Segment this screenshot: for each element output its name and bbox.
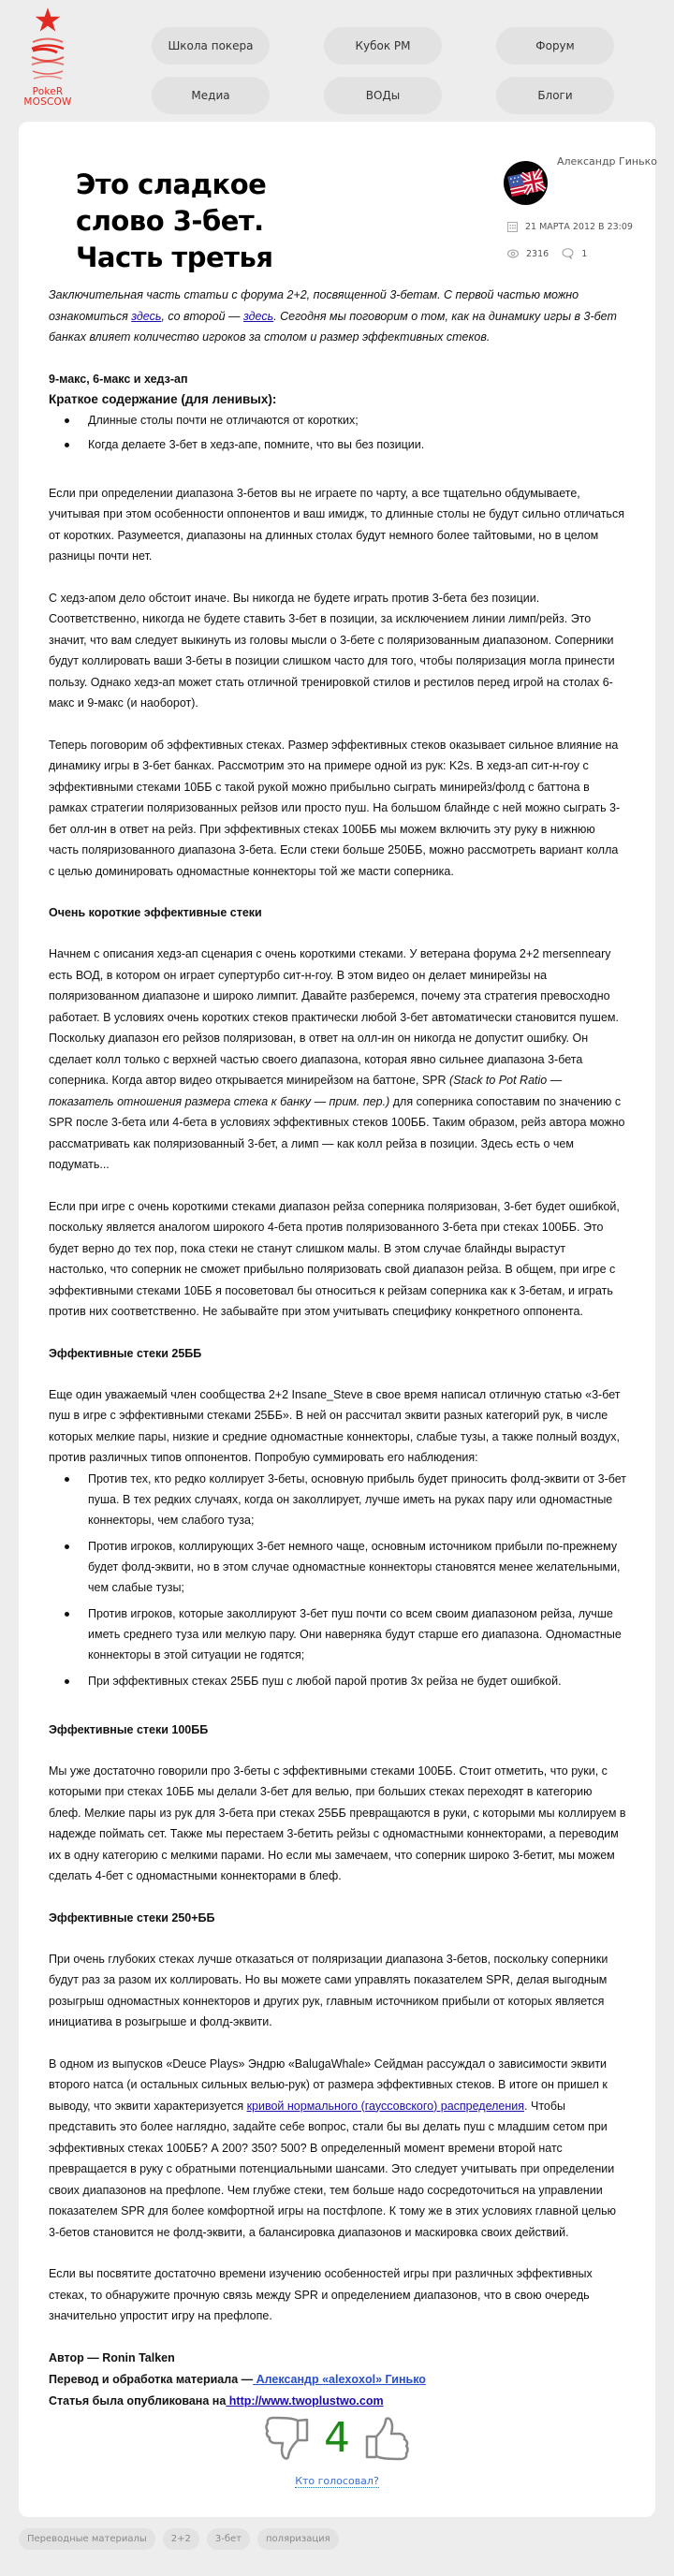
article-card: [19, 122, 655, 2517]
publish-date: [507, 221, 633, 232]
views-count: 2316: [526, 248, 549, 259]
list-item: Против игроков, которые заколлируют 3-бет пуш почти со всем своим диапазоном рейза, лучше иметь среднего туза или мелкую пару. Они наверняка будут старше его диапазона. Одномастные коннекторы в этой ситуации не годятся;: [49, 1603, 626, 1665]
eye-icon: [507, 249, 519, 258]
comments-count: 1: [581, 248, 588, 259]
credit-label: Статья была опубликована на: [49, 2393, 227, 2408]
who-voted: [47, 2472, 627, 2489]
section-heading: Эффективные стеки 250+ББ: [49, 1910, 215, 1925]
paragraph-text: для соперника сопоставим по значению с SPR после 3-бета или 4-бета в условиях эффективных стеков 100ББ. Таким образом, рейз автора можно рассматривать как поляризованный 3-бет, а лимп — как колл рейза в позиции. Здесь есть о чем подумать...: [49, 1094, 625, 1171]
vote-widget: [47, 2412, 627, 2465]
flag-avatar-icon: [504, 161, 548, 205]
source-credit: [49, 2391, 626, 2412]
paragraph-text: Начнем с описания хедз-ап сценария с очень короткими стеками. У ветерана форума 2+2 mersenneary есть ВОД, в котором он играет супертурбо сит-н-гоу. В этом видео он делает минирейзы на поляризованном диапазоне и широко лимпит. Давайте разберемся, почему эта стратегия превосходно работает. В условиях очень коротких стеков практически любой 3-бет автоматически становится пушем. Поскольку диапазон его рейзов поляризован, в ответ на олл-ин он никогда не допустит ошибку. Он сделает колл только с верхней частью своего диапазона, которая явно сильнее диапазона 3-бета соперника. Когда автор видео открывается минирейзом на баттоне, SPR: [49, 947, 619, 1087]
thumbs-up-icon[interactable]: [361, 2414, 410, 2463]
poker-chips-stack-icon: [29, 37, 66, 81]
translation-credit: [49, 2369, 626, 2391]
nav-vods[interactable]: ВОДы: [324, 77, 442, 114]
article-stats: [507, 248, 600, 259]
tag-3bet[interactable]: 3-бет: [207, 2528, 250, 2550]
tag-polarization[interactable]: поляризация: [257, 2528, 339, 2550]
lead-text: , со второй —: [161, 309, 243, 323]
article-credits: [49, 2348, 626, 2412]
views-stat: [507, 249, 549, 259]
lead-text: . Сегодня мы поговорим о том, как на динамику игры в 3-бет банках влияет количество игроков за столом и размер эффективных стеков.: [49, 309, 617, 344]
paragraph: Если вы посвятите достаточно времени изучению особенностей игры при различных эффективных стеках, то обнаружите прочную связь между SPR и определением диапазонов, что в свою очередь значительно упростит игру на префлопе.: [49, 2267, 593, 2322]
paragraph: Если при определении диапазона 3-бетов вы не играете по чарту, а все тщательно обдумываете, учитывая при этом особенности оппонентов и ваш имидж, то длинные столы не будут сильно отличаться от коротких. Разумеется, диапазоны на длинных столах будут немного более тайтовыми, но в целом разницы почти нет.: [49, 486, 624, 563]
article-body: [47, 285, 627, 2412]
calendar-icon: [507, 221, 518, 232]
article-lead: [49, 285, 626, 348]
vote-count: 4: [324, 2413, 350, 2462]
nav-media[interactable]: Медиа: [152, 77, 270, 114]
lead-text: Заключительная часть статьи с форума 2+2, посвященной 3-бетам. С первой частью можно ознакомиться: [49, 288, 579, 323]
paragraph: Мы уже достаточно говорили про 3-беты с эффективными стеками 100ББ. Стоит отметить, что руки, с которыми при стеках 10ББ мы делали 3-бет для велью, при больших стеках переходят в категорию блеф. Мелкие пары из рук для 3-бета при стеках 25ББ превращаются в руки, с которыми мы коллируем в надежде поймать сет. Также мы перестаем 3-бетить рейзы с одномастными коннекторами, а переводим их в одну категорию с мелкими парами. Но если мы замечаем, что соперник широко 3-бетит, мы можем сделать 4-бет с одномастными коннекторами в блеф.: [49, 1764, 626, 1882]
summary-heading: Краткое содержание (для ленивых):: [49, 391, 277, 406]
author-credit: Автор — Ronin Talken: [49, 2350, 175, 2364]
section-heading: 9-макс, 6-макс и хедз-ап: [49, 372, 188, 386]
part-one-link[interactable]: здесь: [131, 309, 162, 323]
date-text: 21 МАРТА 2012 В 23:09: [525, 221, 633, 232]
paragraph: Еще один уважаемый член сообщества 2+2 Insane_Steve в свое время написал отличную статью «3-бет пуш в игре с эффективными стеками 25ББ». В ней он рассчитал эквити разных категорий рук, в числе которых мелкие пары, низкие и средние одномастные коннекторы, слабые тузы, а также полный воздух, против различных типов оппонентов. Попробую суммировать его наблюдения:: [49, 1387, 621, 1464]
nav-poker-school[interactable]: Школа покера: [152, 27, 270, 65]
site-header: [0, 0, 674, 122]
tag-list: [19, 2528, 655, 2576]
who-voted-link[interactable]: Кто голосовал?: [295, 2474, 379, 2487]
list-item: Против тех, кто редко коллирует 3-беты, основную прибыль будет приносить фолд-эквити от 3-бет пуша. В тех редких случаях, когда он заколлирует, лучше иметь на руках пару или одномастные коннекторы, чем слабого туза;: [49, 1469, 626, 1530]
thumbs-down-icon[interactable]: [264, 2414, 313, 2463]
avatar[interactable]: [504, 161, 548, 205]
nav-forum[interactable]: Форум: [496, 27, 614, 65]
summary-list: [49, 410, 626, 455]
paragraph-text: В одном из выпусков «Deuce Plays» Эндрю «BalugaWhale» Сейдман рассуждал о зависимости эквити второго натса (и остальных сильных велью-рук) от размера эффективных стеков. В итоге он пришел к выводу, что эквити характеризуется: [49, 2056, 608, 2113]
logo[interactable]: [22, 7, 73, 115]
paragraph: При очень глубоких стеках лучше отказаться от поляризации диапазона 3-бетов, поскольку соперники будут раз за разом их коллировать. Но вы можете сами управлять показателем SPR, делая выгодным розыгрыш одномастных коннекторов и других рук, главным источником прибыли от которых является инициатива в розыгрыше и фолд-эквити.: [49, 1952, 608, 2028]
list-item: При эффективных стеках 25ББ пуш с любой парой против 3х рейза не будет ошибкой.: [49, 1671, 626, 1691]
translator-note: (Stack to Pot Ratio — показатель отношения размера стека к банку — прим. пер.): [49, 1074, 563, 1108]
list-item: Против игроков, коллирующих 3-бет немного чаще, основным источником прибыли по-прежнему будет фолд-эквити, но в этом случае одномастные коннекторы становятся менее желательными, чем слабые тузы;: [49, 1536, 626, 1598]
article-title: Это сладкое слово 3-бет. Часть третья: [76, 168, 273, 273]
logo-line-1: PokeR: [32, 86, 64, 97]
part-two-link[interactable]: здесь: [242, 309, 274, 323]
paragraph: Если при игре с очень короткими стеками диапазон рейза соперника поляризован, 3-бет будет ошибкой, поскольку является аналогом широкого 4-бета против поляризованного 3-бета при стеках 100ББ. Это будет верно до тех пор, пока стеки не станут слишком малы. В этом случае блайнды вырастут настолько, что соперник не сможет прибыльно поляризовать свой диапазон рейза. В общем, при игре с эффективными стеками 10ББ я посоветовал бы относиться к рейзам соперника как к 3-бетам, и играть против них соответственно. Не забывайте при этом учитывать специфику конкретного оппонента.: [49, 1199, 620, 1318]
tag-2plus2[interactable]: 2+2: [163, 2528, 199, 2550]
normal-distribution-link[interactable]: кривой нормального (гауссовского) распределения: [246, 2099, 525, 2113]
paragraph: [49, 944, 626, 1176]
paragraph: [49, 2054, 626, 2244]
list-item: Когда делаете 3-бет в хедз-апе, помните, что вы без позиции.: [49, 434, 626, 455]
section-heading: Эффективные стеки 100ББ: [49, 1722, 209, 1736]
paragraph-text: . Чтобы представить это более наглядно, задайте себе вопрос, стали бы вы делать пуш с младшим сетом при эффективных стеках 100ББ? А 200? 350? 500? В определенный момент времени второй натс превращается в руку с обратными потенциальными шансами. Это следует учитывать при определении своих диапазонов на префлопе. Чем глубже стеки, тем больше надо сосредоточиться на управлении показателем SPR для более комфортной игры на постфлопе. К тому же в этих условиях главной целью 3-бетов становится не фолд-эквити, а балансировка диапазонов и маскировка своих действий.: [49, 2099, 617, 2239]
comment-bubble-icon: [562, 248, 574, 259]
nav-pm-cup[interactable]: Кубок PM: [324, 27, 442, 65]
list-item: Длинные столы почти не отличаются от коротких;: [49, 410, 626, 431]
nav-blogs[interactable]: Блоги: [496, 77, 614, 114]
translator-link[interactable]: Александр «alexoxol» Гинько: [253, 2372, 426, 2386]
logo-line-2: MOSCOW: [23, 96, 72, 108]
star-icon: [35, 7, 61, 33]
paragraph: Теперь поговорим об эффективных стеках. Размер эффективных стеков оказывает сильное влияние на динамику игры в 3-бет банках. Рассмотрим это на примере одной из рук: K2s. В хедз-ап сит-н-гоу с эффективными стеками 10ББ с такой рукой можно прибыльно сыграть минирейз/фолд с баттона в рамках стратегии поляризованных рейзов или просто пуш. На большом блайнде с ней можно сыграть 3-бет олл-ин в ответ на рейз. При эффективных стеках 100ББ мы можем включить эту руку в нижнюю часть поляризованного диапазона 3-бета. Если стеки больше 250ББ, можно рассмотреть вариант колла с целью доминировать одномастные коннекторы той же масти соперника.: [49, 738, 621, 878]
comments-stat[interactable]: [562, 248, 587, 259]
paragraph: С хедз-апом дело обстоит иначе. Вы никогда не будете играть против 3-бета без позиции. Соответственно, никогда не будете ставить 3-бет в позиции, за исключением линии лимп/рейз. Это значит, что вам следует выкинуть из головы мысли о 3-бете с поляризованным диапазоном. Соперники будут коллировать ваши 3-беты в позиции слишком часто для того, чтобы поляризация могла принести пользу. Однако хедз-ап может стать отличной тренировкой стилов и рестилов перед игрой на столах 6-макс и 9-макс (и наоборот).: [49, 591, 615, 710]
tag-translated-materials[interactable]: Переводные материалы: [19, 2528, 155, 2550]
main-nav: [152, 27, 614, 114]
section-heading: Эффективные стеки 25ББ: [49, 1346, 202, 1360]
credit-label: Перевод и обработка материала —: [49, 2372, 254, 2386]
author-name[interactable]: Александр Гинько: [557, 155, 657, 168]
article-header: [47, 148, 657, 281]
source-link[interactable]: http://www.twoplustwo.com: [226, 2393, 384, 2408]
observations-list: [49, 1469, 626, 1691]
section-heading: Очень короткие эффективные стеки: [49, 906, 262, 919]
